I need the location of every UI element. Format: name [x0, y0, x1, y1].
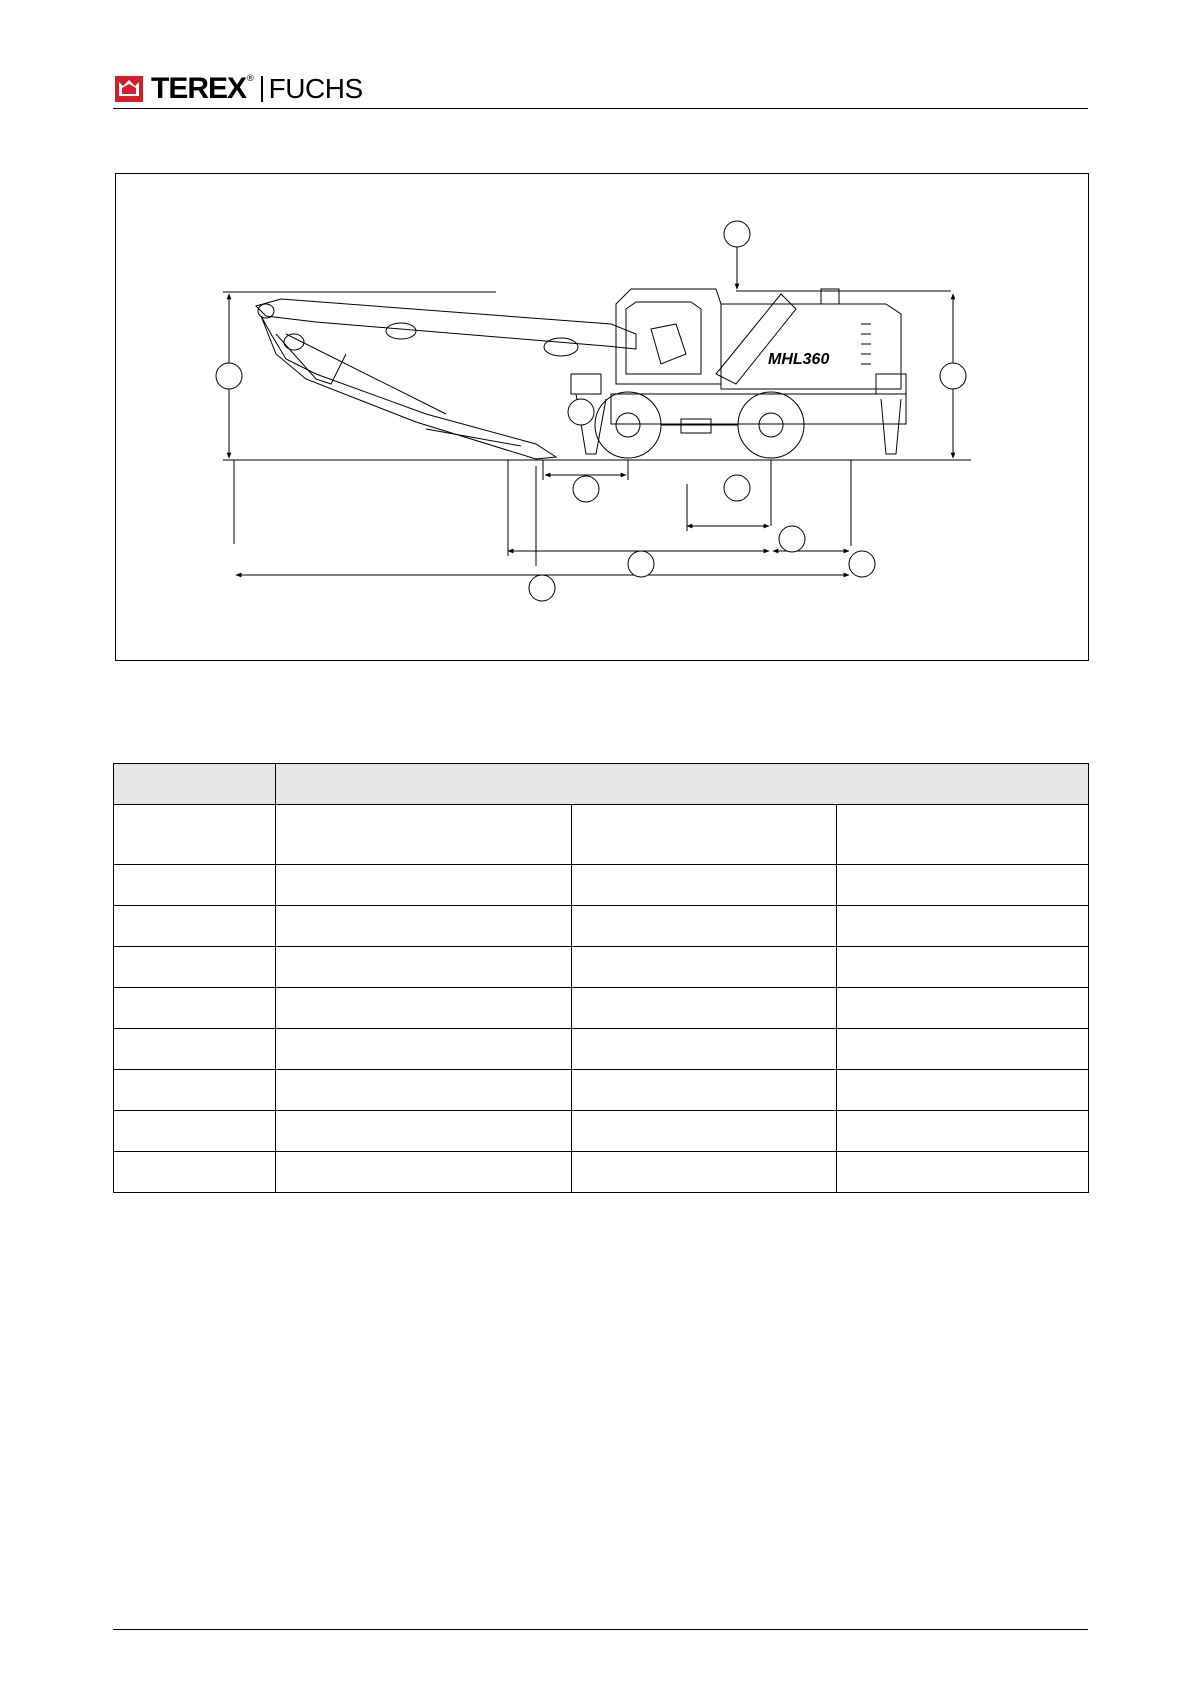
table-cell: [276, 1152, 572, 1193]
table-row: [114, 988, 1089, 1029]
page-header: [115, 72, 363, 106]
table-cell: [572, 906, 837, 947]
table-cell: [114, 1070, 276, 1111]
table-row: [114, 1111, 1089, 1152]
table-cell: [276, 1029, 572, 1070]
table-cell: [572, 1152, 837, 1193]
table-cell: [114, 906, 276, 947]
header-divider: [113, 108, 1088, 109]
table-cell: [572, 805, 837, 865]
table-cell: [837, 947, 1089, 988]
table-cell: [837, 906, 1089, 947]
table-cell: [114, 1152, 276, 1193]
table-row: [114, 1070, 1089, 1111]
callout-top: [724, 221, 750, 247]
terex-logo-icon: [115, 76, 143, 102]
table-cell: [837, 1029, 1089, 1070]
table-cell: [276, 865, 572, 906]
table-cell: [114, 1111, 276, 1152]
table-cell: [276, 1070, 572, 1111]
callout-left-height: [216, 363, 242, 389]
model-label: MHL360: [768, 351, 830, 368]
brand-separator: [261, 76, 263, 102]
dimension-table: [113, 763, 1089, 1193]
table-cell: [276, 906, 572, 947]
table-row: [114, 906, 1089, 947]
callout-center: [724, 475, 750, 501]
table-cell: [276, 1111, 572, 1152]
table-row: [114, 1152, 1089, 1193]
table-cell: [276, 988, 572, 1029]
callout-rear-offset: [779, 526, 805, 552]
table-row: [114, 865, 1089, 906]
table-header-row: [114, 764, 1089, 805]
callout-front-overhang: [573, 476, 599, 502]
table-header-cell: [114, 764, 276, 805]
table-cell: [114, 865, 276, 906]
table-cell: [572, 1029, 837, 1070]
table-cell: [572, 1111, 837, 1152]
table-cell: [837, 1070, 1089, 1111]
callout-right-height: [940, 363, 966, 389]
table-cell: [572, 947, 837, 988]
footer-divider: [113, 1629, 1088, 1630]
table-cell: [837, 988, 1089, 1029]
table-cell: [114, 947, 276, 988]
table-subheader-row: [114, 805, 1089, 865]
table-cell: [837, 865, 1089, 906]
brand-fuchs: FUCHS: [268, 73, 363, 104]
table-cell: [114, 1029, 276, 1070]
table-row: [114, 947, 1089, 988]
callout-attachment: [568, 399, 594, 425]
table-cell: [572, 988, 837, 1029]
table-row: [114, 1029, 1089, 1070]
brand-terex: TEREX®: [151, 72, 253, 105]
table-cell: [837, 1152, 1089, 1193]
machine-drawing-svg: [116, 174, 1090, 662]
table-cell: [572, 865, 837, 906]
machine-dimension-drawing: [115, 173, 1089, 661]
callout-rear-overhang: [849, 551, 875, 577]
table-cell: [114, 805, 276, 865]
table-cell: [276, 805, 572, 865]
callout-wheelbase-span: [628, 551, 654, 577]
table-cell: [837, 1111, 1089, 1152]
callout-overall-length: [529, 575, 555, 601]
table-cell: [114, 988, 276, 1029]
table-header-cell: [276, 764, 1089, 805]
table-cell: [276, 947, 572, 988]
table-cell: [572, 1070, 837, 1111]
table-cell: [837, 805, 1089, 865]
